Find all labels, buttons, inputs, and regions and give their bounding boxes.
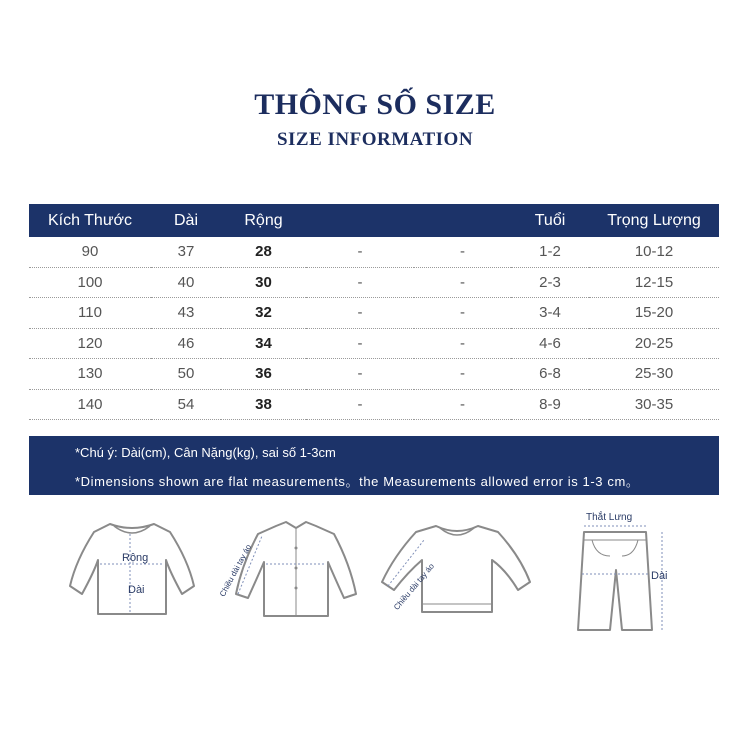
cell-length: 37 xyxy=(151,237,221,267)
cell-weight: 12-15 xyxy=(589,267,719,298)
cell-age: 8-9 xyxy=(511,389,589,420)
header-blank-2 xyxy=(414,204,511,237)
cell-weight: 30-35 xyxy=(589,389,719,420)
cell-size: 90 xyxy=(29,237,151,267)
cell-length: 54 xyxy=(151,389,221,420)
tshirt-length-label: Dài xyxy=(128,584,145,596)
cell-size: 140 xyxy=(29,389,151,420)
cell-length: 40 xyxy=(151,267,221,298)
pants-length-label: Dài xyxy=(651,570,668,582)
cell-blank-2: - xyxy=(414,389,511,420)
header-age: Tuổi xyxy=(511,204,589,237)
cell-width: 38 xyxy=(221,389,306,420)
cell-size: 120 xyxy=(29,328,151,359)
cell-blank-1: - xyxy=(306,298,414,329)
table-row xyxy=(29,267,719,298)
shirt-diagram xyxy=(232,520,360,620)
tshirt-diagram xyxy=(66,520,198,620)
table-row xyxy=(29,359,719,390)
cell-age: 4-6 xyxy=(511,328,589,359)
pants-pocket xyxy=(622,540,638,556)
cell-size: 110 xyxy=(29,298,151,329)
cell-weight: 20-25 xyxy=(589,328,719,359)
cell-blank-2: - xyxy=(414,267,511,298)
cell-length: 43 xyxy=(151,298,221,329)
cell-blank-1: - xyxy=(306,328,414,359)
cell-age: 3-4 xyxy=(511,298,589,329)
table-header-row xyxy=(29,204,719,237)
cell-blank-2: - xyxy=(414,237,511,267)
pants-waist-label: Thắt Lưng xyxy=(586,512,633,523)
cell-length: 46 xyxy=(151,328,221,359)
cell-blank-2: - xyxy=(414,359,511,390)
header-weight: Trọng Lượng xyxy=(589,204,719,237)
cell-blank-2: - xyxy=(414,298,511,329)
cell-blank-1: - xyxy=(306,237,414,267)
note-box xyxy=(29,436,719,495)
page-title: THÔNG SỐ SIZE xyxy=(254,88,496,121)
size-table xyxy=(29,204,719,420)
cell-width: 28 xyxy=(221,237,306,267)
table-row xyxy=(29,298,719,329)
cell-blank-1: - xyxy=(306,359,414,390)
cell-blank-1: - xyxy=(306,267,414,298)
cell-age: 6-8 xyxy=(511,359,589,390)
shirt-sleeve-label: Chiều dài tay áo xyxy=(218,542,254,599)
cell-size: 130 xyxy=(29,359,151,390)
header-blank-1 xyxy=(306,204,414,237)
cell-width: 36 xyxy=(221,359,306,390)
cell-width: 30 xyxy=(221,267,306,298)
tshirt-width-label: Rộng xyxy=(122,552,149,564)
cell-width: 32 xyxy=(221,298,306,329)
table-row xyxy=(29,328,719,359)
table-row xyxy=(29,237,719,267)
pants-outline xyxy=(578,532,652,630)
page-subtitle: SIZE INFORMATION xyxy=(276,129,474,150)
cell-weight: 15-20 xyxy=(589,298,719,329)
cell-blank-2: - xyxy=(414,328,511,359)
cell-length: 50 xyxy=(151,359,221,390)
header-width: Rộng xyxy=(221,204,306,237)
tshirt-outline xyxy=(70,524,194,614)
cell-size: 100 xyxy=(29,267,151,298)
cell-age: 1-2 xyxy=(511,237,589,267)
cell-blank-1: - xyxy=(306,389,414,420)
table-row xyxy=(29,389,719,420)
header-size: Kích Thước xyxy=(29,204,151,237)
note-english: *Dimensions shown are flat measurements。the Measurements allowed error is 1-3 cm。 xyxy=(75,474,640,489)
pants-pocket xyxy=(592,540,610,556)
cell-weight: 10-12 xyxy=(589,237,719,267)
cell-age: 2-3 xyxy=(511,267,589,298)
cell-width: 34 xyxy=(221,328,306,359)
header-length: Dài xyxy=(151,204,221,237)
sweater-sleeve-label: Chiều dài tay áo xyxy=(392,561,437,612)
note-vietnamese: *Chú ý: Dài(cm), Cân Nặng(kg), sai số 1-3cm xyxy=(75,445,336,460)
cell-weight: 25-30 xyxy=(589,359,719,390)
